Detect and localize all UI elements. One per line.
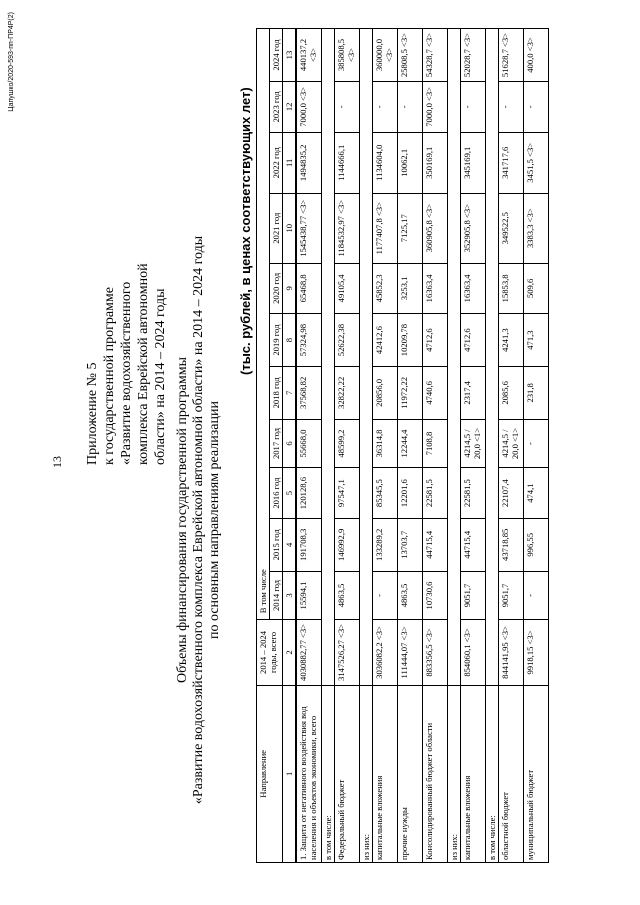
table-cell: 10062,1	[398, 132, 423, 193]
table-cell: 146992,9	[335, 518, 360, 571]
subheading-label: в том числе:	[486, 685, 499, 862]
table-cell: 25808,5 <3>	[398, 29, 423, 82]
table-cell: 3383,3 <3>	[524, 193, 549, 263]
table-cell: 12244,4	[398, 419, 423, 468]
table-cell: 7000,0 <3>	[423, 82, 448, 133]
header-year: 2014 год	[270, 571, 283, 620]
table-cell: 1134604,0	[373, 132, 398, 193]
appendix-line: «Развитие водохозяйственного	[119, 281, 134, 465]
table-cell: 7125,17	[398, 193, 423, 263]
table-cell: 3147526,27 <3>	[335, 620, 360, 685]
column-number: 2	[283, 620, 297, 685]
appendix-block	[84, 35, 169, 465]
units-note: (тыс. рублей, в ценах соответствующих лет)	[238, 87, 253, 375]
table-cell: 844141,95 <3>	[499, 620, 524, 685]
table-cell: 111444,07 <3>	[398, 620, 423, 685]
table-cell: 37568,82	[296, 366, 322, 419]
title-line: по основным направлениям реализации	[207, 401, 222, 639]
column-number: 13	[283, 29, 297, 82]
table-cell: 1545438,77 <3>	[296, 193, 322, 263]
table-cell: 51628,7 <3>	[499, 29, 524, 82]
table-cell: 4214,5 / 20,0 <1>	[499, 419, 524, 468]
table-cell: 3036082,2 <3>	[373, 620, 398, 685]
page-number: 13	[50, 456, 64, 468]
table-cell: 440137,2 <3>	[296, 29, 322, 82]
column-number: 12	[283, 82, 297, 133]
row-label: капитальные вложения	[373, 685, 398, 862]
table-cell: 345169,1	[461, 132, 486, 193]
table-cell: 10730,6	[423, 571, 448, 620]
table-cell: 996,55	[524, 518, 549, 571]
column-number: 11	[283, 132, 297, 193]
table-cell: 360905,8 <3>	[423, 193, 448, 263]
header-direction: Направление	[257, 685, 283, 862]
table-row	[499, 29, 524, 863]
column-number: 5	[283, 468, 297, 519]
table-cell: 4712,6	[423, 314, 448, 367]
table-cell: 22581,5	[423, 468, 448, 519]
table-cell: 22107,4	[499, 468, 524, 519]
table-cell: 1184532,97 <3>	[335, 193, 360, 263]
table-cell: -	[398, 82, 423, 133]
column-number: 9	[283, 263, 297, 314]
table-cell: 16363,4	[423, 263, 448, 314]
column-number-row	[283, 29, 297, 863]
header-year: 2015 год	[270, 518, 283, 571]
table-body	[296, 29, 549, 863]
table-cell: 2085,6	[499, 366, 524, 419]
column-number: 6	[283, 419, 297, 468]
appendix-line: комплекса Еврейской автономной	[136, 263, 151, 465]
header-year: 2021 год	[270, 193, 283, 263]
table-cell: 3253,1	[398, 263, 423, 314]
column-number: 7	[283, 366, 297, 419]
table-cell: 474,1	[524, 468, 549, 519]
subheading-filler	[486, 29, 499, 686]
table-cell: -	[499, 82, 524, 133]
table-row	[461, 29, 486, 863]
table-cell: 55668,0	[296, 419, 322, 468]
header-year: 2024 год	[270, 29, 283, 82]
table-cell: 350169,1	[423, 132, 448, 193]
table-cell: 385808,5 <3>	[335, 29, 360, 82]
table-cell: 471,3	[524, 314, 549, 367]
table-cell: 52622,38	[335, 314, 360, 367]
column-number: 8	[283, 314, 297, 367]
table-cell: 13703,7	[398, 518, 423, 571]
appendix-line: области» на 2014 – 2024 годы	[153, 288, 168, 465]
table-cell: 133289,2	[373, 518, 398, 571]
table-cell: 4863,5	[335, 571, 360, 620]
table-cell: 54328,7 <3>	[423, 29, 448, 82]
table-cell: 854060,1 <3>	[461, 620, 486, 685]
table-cell: 120128,6	[296, 468, 322, 519]
table-cell: 349522,5	[499, 193, 524, 263]
table-row	[296, 29, 322, 863]
header-year: 2022 год	[270, 132, 283, 193]
table-row	[373, 29, 398, 863]
appendix-line: Приложение № 5	[85, 362, 100, 465]
table-cell: 9051,7	[461, 571, 486, 620]
table-subheading-row	[322, 29, 335, 863]
table-cell: 4740,6	[423, 366, 448, 419]
table-cell: 15853,8	[499, 263, 524, 314]
table-cell: 883356,5 <3>	[423, 620, 448, 685]
table-row	[524, 29, 549, 863]
subheading-label: в том числе:	[322, 685, 335, 862]
table-cell: -	[461, 82, 486, 133]
header-year: 2019 год	[270, 314, 283, 367]
row-label: муниципальный бюджет	[524, 685, 549, 862]
table-cell: 44715,4	[423, 518, 448, 571]
table-cell: 20856,0	[373, 366, 398, 419]
document-title	[175, 175, 223, 865]
row-label: областной бюджет	[499, 685, 524, 862]
appendix-line: к государственной программе	[102, 287, 117, 465]
table-cell: 4214,5 / 20,0 <1>	[461, 419, 486, 468]
table-cell: 36314,8	[373, 419, 398, 468]
table-row	[398, 29, 423, 863]
row-label: Федеральный бюджет	[335, 685, 360, 862]
subheading-label: из них:	[448, 685, 461, 862]
row-label: Консолидированный бюджет области	[423, 685, 448, 862]
table-cell: 1144666,1	[335, 132, 360, 193]
header-total: 2014 – 2024 годы, всего	[257, 620, 283, 685]
table-row	[335, 29, 360, 863]
table-subheading-row	[448, 29, 461, 863]
header-year: 2023 год	[270, 82, 283, 133]
table-cell: 4863,5	[398, 571, 423, 620]
table-subheading-row	[360, 29, 373, 863]
column-number: 1	[283, 685, 297, 862]
table-cell: 4241,3	[499, 314, 524, 367]
table-cell: 43718,85	[499, 518, 524, 571]
table-cell: -	[524, 571, 549, 620]
table-cell: 3451,5 <3>	[524, 132, 549, 193]
table-cell: 7108,8	[423, 419, 448, 468]
column-number: 3	[283, 571, 297, 620]
table-row	[423, 29, 448, 863]
table-cell: 341717,6	[499, 132, 524, 193]
table-cell: 85345,5	[373, 468, 398, 519]
table-cell: 191708,3	[296, 518, 322, 571]
table-cell: 16363,4	[461, 263, 486, 314]
table-cell: 45852,3	[373, 263, 398, 314]
table-cell: 360000,0 <3>	[373, 29, 398, 82]
table-cell: 52028,7 <3>	[461, 29, 486, 82]
table-cell: -	[373, 571, 398, 620]
table-cell: 12201,6	[398, 468, 423, 519]
table-cell: 44715,4	[461, 518, 486, 571]
subheading-filler	[448, 29, 461, 686]
table-subheading-row	[486, 29, 499, 863]
table-cell: 22581,5	[461, 468, 486, 519]
table-cell: 7000,0 <3>	[296, 82, 322, 133]
subheading-filler	[360, 29, 373, 686]
header-year: 2017 год	[270, 419, 283, 468]
header-year: 2020 год	[270, 263, 283, 314]
row-label: прочие нужды	[398, 685, 423, 862]
table-cell: -	[524, 82, 549, 133]
table-cell: 65468,8	[296, 263, 322, 314]
table-cell: 400,0 <3>	[524, 29, 549, 82]
table-cell: 15594,1	[296, 571, 322, 620]
table-cell: 42412,6	[373, 314, 398, 367]
table-cell: 57324,98	[296, 314, 322, 367]
table-cell: 4030882,77 <3>	[296, 620, 322, 685]
table-cell: 4712,6	[461, 314, 486, 367]
title-line: «Развитие водохозяйственного комплекса Еврейской автономной области» на 2014 – 2024 годы	[191, 235, 206, 805]
row-label: 1. Защита от негативного воздействия вод населения и объектов экономики, всего	[296, 685, 322, 862]
table-cell: 48599,2	[335, 419, 360, 468]
table-cell: 352905,8 <3>	[461, 193, 486, 263]
subheading-filler	[322, 29, 335, 686]
table-cell: 97547,1	[335, 468, 360, 519]
table-cell: -	[524, 419, 549, 468]
table-cell: 2317,4	[461, 366, 486, 419]
column-number: 4	[283, 518, 297, 571]
table-cell: 1177407,8 <3>	[373, 193, 398, 263]
header-year: 2016 год	[270, 468, 283, 519]
subheading-label: из них:	[360, 685, 373, 862]
table-cell: -	[373, 82, 398, 133]
table-cell: 9051,7	[499, 571, 524, 620]
document-stamp: Цапушко/2020-593-пп-ПР4Р(2)	[8, 12, 15, 112]
financing-table	[256, 28, 549, 863]
title-line: Объемы финансирования государственной программы	[175, 357, 190, 683]
table-cell: 32822,22	[335, 366, 360, 419]
table-cell: 9918,15 <3>	[524, 620, 549, 685]
table-cell: 11972,22	[398, 366, 423, 419]
table-cell: 10209,78	[398, 314, 423, 367]
header-year: 2018 год	[270, 366, 283, 419]
table-cell: 509,6	[524, 263, 549, 314]
row-label: капитальные вложения	[461, 685, 486, 862]
table-cell: -	[335, 82, 360, 133]
column-number: 10	[283, 193, 297, 263]
table-cell: 1494835,2	[296, 132, 322, 193]
table-cell: 231,8	[524, 366, 549, 419]
table-cell: 49105,4	[335, 263, 360, 314]
header-including: В том числе	[257, 29, 270, 620]
